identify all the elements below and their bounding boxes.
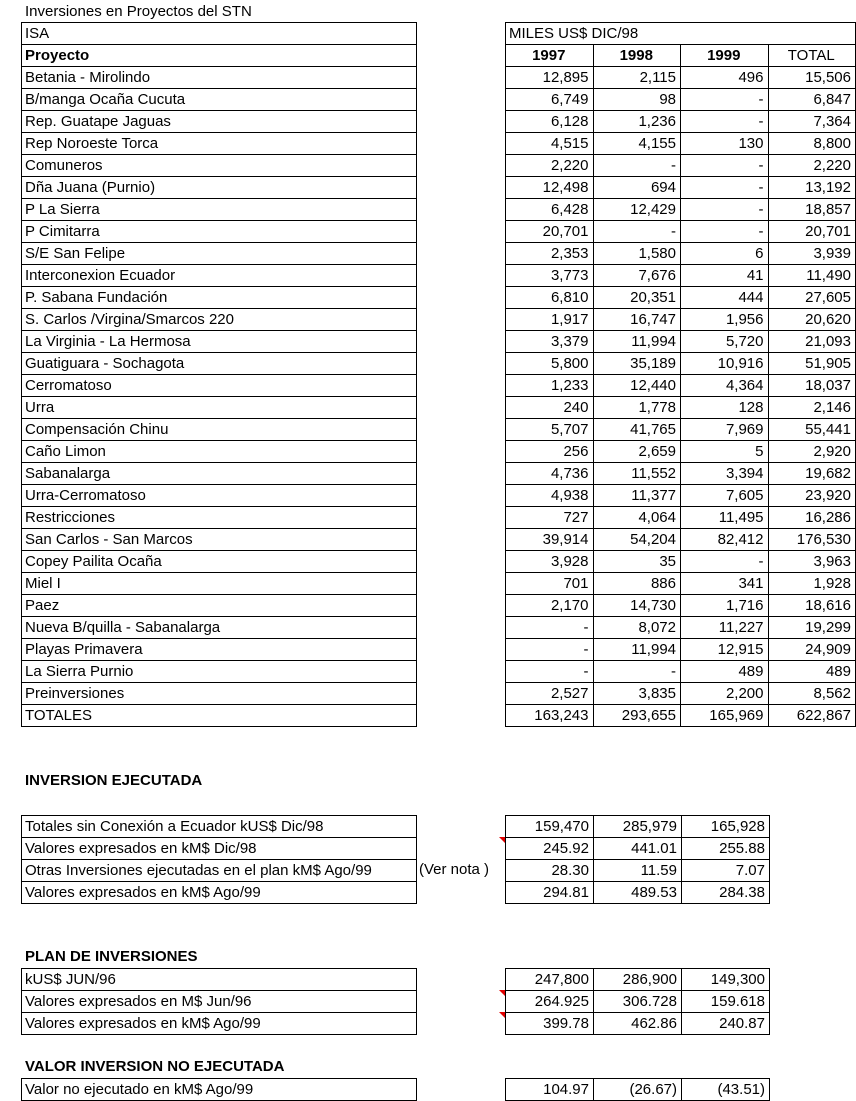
value-cell-1999[interactable]: 82,412 [681,529,769,551]
value-cell-1997[interactable]: 12,895 [506,67,594,89]
table-row [22,705,417,727]
company-cell[interactable]: ISA [22,23,417,45]
value-cell[interactable]: 255.88 [682,838,770,860]
table-row [22,419,417,441]
value-cell-1998[interactable]: 293,655 [593,705,681,727]
row-label-cell[interactable]: Valores expresados en kM$ Ago/99 [22,882,417,904]
value-cell[interactable]: 306.728 [594,991,682,1013]
value-cell-1999[interactable]: 11,227 [681,617,769,639]
value-cell-1999[interactable]: - [681,551,769,573]
table-row [506,661,856,683]
table-row [506,199,856,221]
table-row [22,882,417,904]
table-row [22,573,417,595]
value-cell-1999[interactable]: - [681,177,769,199]
table-row [506,595,856,617]
value-cell-1997[interactable]: 6,749 [506,89,594,111]
table-row [22,639,417,661]
value-cell-1998[interactable]: 41,765 [593,419,681,441]
table-row [506,111,856,133]
value-cell-1997[interactable]: 5,707 [506,419,594,441]
value-cell[interactable]: 7.07 [682,860,770,882]
table-row [506,991,770,1013]
table-row [506,551,856,573]
value-cell[interactable]: 285,979 [594,816,682,838]
table-row [506,485,856,507]
valor-no-ejecutada-values [505,1078,770,1101]
value-cell-1999[interactable]: 1,716 [681,595,769,617]
value-cell-1997[interactable]: 2,527 [506,683,594,705]
value-cell-1998[interactable]: 12,429 [593,199,681,221]
value-cell-1999[interactable]: - [681,111,769,133]
value-cell-1998[interactable]: 7,676 [593,265,681,287]
row-label-cell[interactable]: Valor no ejecutado en kM$ Ago/99 [22,1079,417,1101]
document-title: Inversiones en Proyectos del STN [25,3,252,20]
value-cell-1999[interactable]: 7,969 [681,419,769,441]
table-row [22,1079,417,1101]
company-row [22,23,417,45]
project-name-cell[interactable]: Restricciones [22,507,417,529]
value-cell[interactable]: 294.81 [506,882,594,904]
project-name-cell[interactable]: B/manga Ocaña Cucuta [22,89,417,111]
comment-indicator[interactable] [499,1012,505,1018]
value-cell-1997[interactable]: - [506,661,594,683]
value-cell-1997[interactable]: 20,701 [506,221,594,243]
table-row [506,441,856,463]
value-cell-1997[interactable]: 6,428 [506,199,594,221]
project-name-cell[interactable]: Sabanalarga [22,463,417,485]
project-name-cell[interactable]: P La Sierra [22,199,417,221]
inversion-ejecutada-labels [21,815,417,904]
project-header-cell[interactable]: Proyecto [22,45,417,67]
value-cell-1998[interactable]: 694 [593,177,681,199]
table-row [22,529,417,551]
value-cell[interactable]: 159,470 [506,816,594,838]
table-row [506,969,770,991]
table-row [506,860,770,882]
value-cell-total[interactable]: 11,490 [768,265,856,287]
value-cell-1998[interactable]: 3,835 [593,683,681,705]
table-row [506,309,856,331]
table-row [22,485,417,507]
table-row [506,243,856,265]
value-cell-total[interactable]: 20,620 [768,309,856,331]
table-row [506,1079,770,1101]
inversion-ejecutada-heading: INVERSION EJECUTADA [25,772,203,789]
column-header-total[interactable]: TOTAL [768,45,856,67]
project-name-cell[interactable]: Rep Noroeste Torca [22,133,417,155]
value-cell-1998[interactable]: 11,994 [593,331,681,353]
table-row [22,375,417,397]
project-name-cell[interactable]: San Carlos - San Marcos [22,529,417,551]
table-row [22,243,417,265]
table-row [22,353,417,375]
value-cell-1999[interactable]: 7,605 [681,485,769,507]
value-cell-total[interactable]: 8,800 [768,133,856,155]
value-cell-1999[interactable]: 12,915 [681,639,769,661]
value-cell-1998[interactable]: 4,155 [593,133,681,155]
project-name-cell[interactable]: S/E San Felipe [22,243,417,265]
value-cell[interactable]: (43.51) [682,1079,770,1101]
value-cell[interactable]: 462.86 [594,1013,682,1035]
value-cell-1999[interactable]: 128 [681,397,769,419]
value-cell-1998[interactable]: - [593,155,681,177]
value-cell[interactable]: 28.30 [506,860,594,882]
value-cell-1998[interactable]: 1,778 [593,397,681,419]
table-row [22,221,417,243]
value-cell-1998[interactable]: 2,115 [593,67,681,89]
value-cell[interactable]: (26.67) [594,1079,682,1101]
value-cell[interactable]: 104.97 [506,1079,594,1101]
value-cell[interactable]: 441.01 [594,838,682,860]
table-row [22,1013,417,1035]
value-cell-1998[interactable]: 886 [593,573,681,595]
value-cell-1999[interactable]: - [681,155,769,177]
table-row [506,419,856,441]
value-cell-total[interactable]: 19,299 [768,617,856,639]
project-name-cell[interactable]: La Virginia - La Hermosa [22,331,417,353]
value-cell-total[interactable]: 51,905 [768,353,856,375]
table-row [506,67,856,89]
value-cell-total[interactable]: 3,939 [768,243,856,265]
value-cell-1997[interactable]: 6,810 [506,287,594,309]
value-cell-1999[interactable]: 11,495 [681,507,769,529]
project-name-cell[interactable]: Copey Pailita Ocaña [22,551,417,573]
value-cell-1997[interactable]: 5,800 [506,353,594,375]
value-cell-1998[interactable]: 14,730 [593,595,681,617]
value-cell-total[interactable]: 2,146 [768,397,856,419]
table-row [22,661,417,683]
comment-indicator[interactable] [499,990,505,996]
ver-nota-label: (Ver nota ) [419,861,490,878]
value-cell-1998[interactable]: 54,204 [593,529,681,551]
value-cell[interactable]: 165,928 [682,816,770,838]
inversion-ejecutada-values [505,815,770,904]
comment-indicator[interactable] [499,837,505,843]
value-cell[interactable]: 264.925 [506,991,594,1013]
value-cell-1997[interactable]: 4,938 [506,485,594,507]
value-cell-1997[interactable]: 1,233 [506,375,594,397]
table-row [22,309,417,331]
column-header-1997[interactable]: 1997 [506,45,594,67]
row-label-cell[interactable]: Totales sin Conexión a Ecuador kUS$ Dic/98 [22,816,417,838]
value-cell-1997[interactable]: 12,498 [506,177,594,199]
table-row [22,683,417,705]
value-cell-1998[interactable]: 1,236 [593,111,681,133]
column-header-1999[interactable]: 1999 [681,45,769,67]
value-cell-1997[interactable]: 2,353 [506,243,594,265]
value-cell-1998[interactable]: 8,072 [593,617,681,639]
project-name-cell[interactable]: Compensación Chinu [22,419,417,441]
value-cell[interactable]: 286,900 [594,969,682,991]
row-label-cell[interactable]: Valores expresados en M$ Jun/96 [22,991,417,1013]
project-name-cell[interactable]: S. Carlos /Virgina/Smarcos 220 [22,309,417,331]
table-row [22,595,417,617]
project-name-cell[interactable]: Interconexion Ecuador [22,265,417,287]
row-label-cell[interactable]: Otras Inversiones ejecutadas en el plan kM$ Ago/99 [22,860,417,882]
value-cell-total[interactable]: 27,605 [768,287,856,309]
table-row [22,507,417,529]
value-cell-1999[interactable]: 341 [681,573,769,595]
table-row [22,838,417,860]
value-cell-total[interactable]: 489 [768,661,856,683]
project-name-cell[interactable]: Guatiguara - Sochagota [22,353,417,375]
value-cell-1998[interactable]: 35 [593,551,681,573]
value-cell-total[interactable]: 8,562 [768,683,856,705]
table-row [506,507,856,529]
project-name-cell[interactable]: Dña Juana (Purnio) [22,177,417,199]
value-cell-1997[interactable]: 39,914 [506,529,594,551]
value-cell[interactable]: 11.59 [594,860,682,882]
value-cell-1999[interactable]: 3,394 [681,463,769,485]
table-row [506,838,770,860]
value-cell[interactable]: 159.618 [682,991,770,1013]
value-cell-total[interactable]: 1,928 [768,573,856,595]
project-name-cell[interactable]: Betania - Mirolindo [22,67,417,89]
value-cell-1997[interactable]: 4,736 [506,463,594,485]
value-cell-1998[interactable]: 12,440 [593,375,681,397]
value-cell-1999[interactable]: 444 [681,287,769,309]
project-name-cell[interactable]: P Cimitarra [22,221,417,243]
value-cell-1998[interactable]: 11,552 [593,463,681,485]
header-row [22,45,417,67]
value-cell-1999[interactable]: 6 [681,243,769,265]
table-row [506,529,856,551]
units-row [506,23,856,45]
table-row [22,463,417,485]
value-cell-total[interactable]: 6,847 [768,89,856,111]
table-row [22,89,417,111]
value-cell-total[interactable]: 18,616 [768,595,856,617]
value-cell-1997[interactable]: 727 [506,507,594,529]
table-row [506,683,856,705]
table-row [22,287,417,309]
project-name-cell[interactable]: Urra-Cerromatoso [22,485,417,507]
table-row [22,816,417,838]
value-cell-1997[interactable]: 256 [506,441,594,463]
project-name-cell[interactable]: Playas Primavera [22,639,417,661]
value-cell-1998[interactable]: 4,064 [593,507,681,529]
value-cell-1997[interactable]: 2,170 [506,595,594,617]
table-row [506,265,856,287]
value-cell-1997[interactable]: - [506,639,594,661]
value-cell-1999[interactable]: 496 [681,67,769,89]
value-cell-1998[interactable]: 11,994 [593,639,681,661]
plan-inversiones-values [505,968,770,1035]
table-row [506,177,856,199]
project-name-cell[interactable]: TOTALES [22,705,417,727]
value-cell-1998[interactable]: 20,351 [593,287,681,309]
value-cell-1999[interactable]: 130 [681,133,769,155]
value-cell-1999[interactable]: - [681,221,769,243]
project-names-table [21,22,417,727]
value-cell-total[interactable]: 20,701 [768,221,856,243]
value-cell-1999[interactable]: 5,720 [681,331,769,353]
value-cell-1999[interactable]: 4,364 [681,375,769,397]
table-row [22,67,417,89]
value-cell-1998[interactable]: - [593,221,681,243]
value-cell[interactable]: 399.78 [506,1013,594,1035]
table-row [22,155,417,177]
value-cell-1999[interactable]: 489 [681,661,769,683]
value-cell-total[interactable]: 7,364 [768,111,856,133]
value-cell-total[interactable]: 2,920 [768,441,856,463]
table-row [506,1013,770,1035]
plan-inversiones-labels [21,968,417,1035]
value-cell-1999[interactable]: 1,956 [681,309,769,331]
valor-no-ejecutada-labels [21,1078,417,1101]
project-name-cell[interactable]: Paez [22,595,417,617]
table-row [22,397,417,419]
table-row [506,155,856,177]
table-row [22,991,417,1013]
value-cell-total[interactable]: 3,963 [768,551,856,573]
value-cell-1997[interactable]: - [506,617,594,639]
value-cell-1997[interactable]: 1,917 [506,309,594,331]
project-name-cell[interactable]: Nueva B/quilla - Sabanalarga [22,617,417,639]
value-cell-1997[interactable]: 163,243 [506,705,594,727]
table-row [22,969,417,991]
table-row [506,705,856,727]
table-row [22,617,417,639]
value-cell-total[interactable]: 176,530 [768,529,856,551]
value-cell[interactable]: 284.38 [682,882,770,904]
value-cell-1997[interactable]: 4,515 [506,133,594,155]
value-cell-1998[interactable]: 2,659 [593,441,681,463]
value-cell-1997[interactable]: 3,773 [506,265,594,287]
value-cell-total[interactable]: 15,506 [768,67,856,89]
value-cell-1997[interactable]: 6,128 [506,111,594,133]
table-row [22,331,417,353]
table-row [506,463,856,485]
table-row [506,882,770,904]
value-cell-1998[interactable]: 16,747 [593,309,681,331]
table-row [22,551,417,573]
value-cell[interactable]: 240.87 [682,1013,770,1035]
value-cell-1999[interactable]: - [681,199,769,221]
table-row [22,133,417,155]
table-row [506,816,770,838]
project-name-cell[interactable]: Miel I [22,573,417,595]
table-row [22,111,417,133]
row-label-cell[interactable]: Valores expresados en kM$ Ago/99 [22,1013,417,1035]
project-name-cell[interactable]: Urra [22,397,417,419]
value-cell-1998[interactable]: 11,377 [593,485,681,507]
table-row [506,221,856,243]
table-row [506,397,856,419]
table-row [22,265,417,287]
value-cell-1997[interactable]: 240 [506,397,594,419]
table-row [506,287,856,309]
project-name-cell[interactable]: P. Sabana Fundación [22,287,417,309]
value-cell-1999[interactable]: 41 [681,265,769,287]
table-row [506,89,856,111]
value-cell-1999[interactable]: 165,969 [681,705,769,727]
value-cell-1997[interactable]: 701 [506,573,594,595]
project-name-cell[interactable]: Caño Limon [22,441,417,463]
value-cell-total[interactable]: 19,682 [768,463,856,485]
table-row [506,353,856,375]
valor-no-ejecutada-heading: VALOR INVERSION NO EJECUTADA [25,1058,285,1075]
value-cell-total[interactable]: 21,093 [768,331,856,353]
value-cell-1997[interactable]: 2,220 [506,155,594,177]
project-name-cell[interactable]: La Sierra Purnio [22,661,417,683]
units-cell[interactable]: MILES US$ DIC/98 [506,23,856,45]
value-cell[interactable]: 489.53 [594,882,682,904]
value-cell-1999[interactable]: 2,200 [681,683,769,705]
table-row [506,617,856,639]
value-cell-1998[interactable]: 98 [593,89,681,111]
plan-inversiones-heading: PLAN DE INVERSIONES [25,948,198,965]
project-name-cell[interactable]: Rep. Guatape Jaguas [22,111,417,133]
table-row [22,860,417,882]
value-cell[interactable]: 245.92 [506,838,594,860]
value-cell-total[interactable]: 16,286 [768,507,856,529]
value-cell-1999[interactable]: - [681,89,769,111]
value-cell-total[interactable]: 18,857 [768,199,856,221]
table-row [22,441,417,463]
row-label-cell[interactable]: Valores expresados en kM$ Dic/98 [22,838,417,860]
table-row [506,639,856,661]
value-cell-1997[interactable]: 3,928 [506,551,594,573]
value-cell-total[interactable]: 23,920 [768,485,856,507]
row-label-cell[interactable]: kUS$ JUN/96 [22,969,417,991]
value-cell-1998[interactable]: 1,580 [593,243,681,265]
value-cell-1999[interactable]: 10,916 [681,353,769,375]
value-cell-total[interactable]: 55,441 [768,419,856,441]
table-row [506,331,856,353]
table-row [22,177,417,199]
column-header-1998[interactable]: 1998 [593,45,681,67]
value-cell-1997[interactable]: 3,379 [506,331,594,353]
value-cell-total[interactable]: 2,220 [768,155,856,177]
value-cell-total[interactable]: 24,909 [768,639,856,661]
value-cell-total[interactable]: 13,192 [768,177,856,199]
value-cell-1998[interactable]: - [593,661,681,683]
project-name-cell[interactable]: Preinversiones [22,683,417,705]
value-cell[interactable]: 247,800 [506,969,594,991]
project-name-cell[interactable]: Comuneros [22,155,417,177]
project-values-table [505,22,856,727]
value-cell[interactable]: 149,300 [682,969,770,991]
value-cell-total[interactable]: 622,867 [768,705,856,727]
table-row [506,375,856,397]
table-row [506,133,856,155]
value-cell-1999[interactable]: 5 [681,441,769,463]
table-row [506,573,856,595]
value-cell-1998[interactable]: 35,189 [593,353,681,375]
value-cell-total[interactable]: 18,037 [768,375,856,397]
header-row [506,45,856,67]
project-name-cell[interactable]: Cerromatoso [22,375,417,397]
table-row [22,199,417,221]
